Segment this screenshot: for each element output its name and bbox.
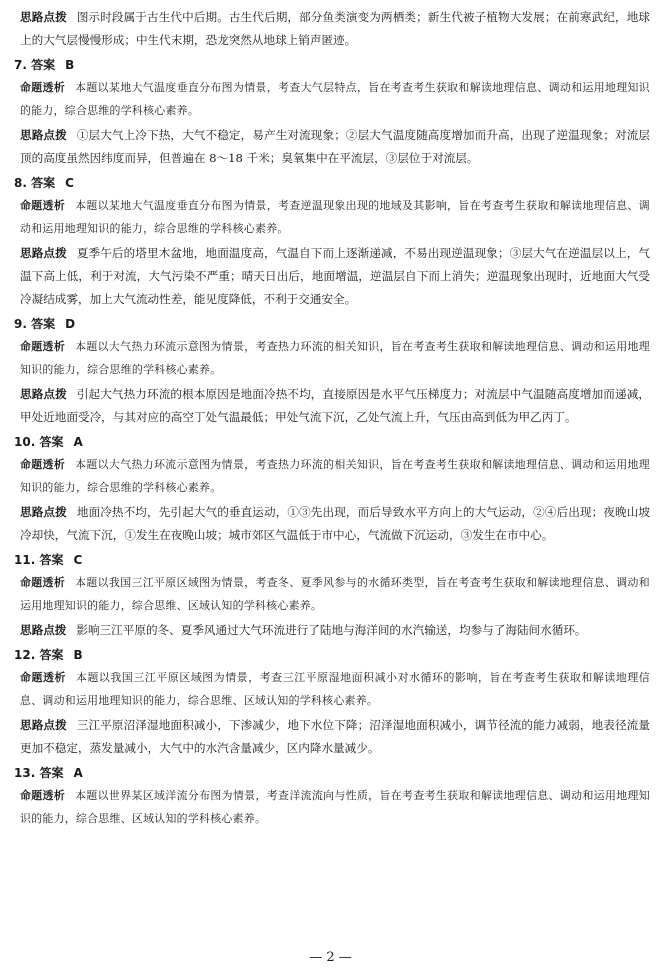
hint-text: 地面冷热不均，先引起大气的垂直运动，①③先出现，而后导致水平方向上的大气运动，②④后出现；夜晚山坡冷却快，气流下沉，①发生在夜晚山坡；城市郊区气温低于市中心，气流做下沉运动，③发生在市中心。 [20, 505, 650, 542]
hint-text: 影响三江平原的冬、夏季风通过大气环流进行了陆地与海洋间的水汽输送，均参与了海陆间水循环。 [76, 623, 587, 637]
analysis-label: 命题透析 [20, 671, 66, 684]
answer-line [14, 549, 650, 571]
solution-hint [14, 242, 650, 311]
answer-line [14, 313, 650, 335]
analysis-label: 命题透析 [20, 199, 66, 212]
question-analysis [14, 335, 650, 381]
answer-label: 答案 [31, 317, 56, 331]
answer-item-8 [14, 172, 650, 311]
solution-hint [14, 124, 650, 170]
answer-item-9 [14, 313, 650, 429]
solution-hint [14, 619, 650, 642]
answer-value: A [73, 766, 83, 780]
answer-line [14, 54, 650, 76]
answer-line [14, 644, 650, 666]
analysis-text: 本题以某地大气温度垂直分布图为情景，考查大气层特点，旨在考查考生获取和解读地理信息、调动和运用地理知识的能力，综合思维的学科核心素养。 [20, 81, 651, 117]
answer-line [14, 431, 650, 453]
answer-item-7 [14, 54, 650, 170]
hint-label: 思路点拨 [20, 387, 67, 401]
answer-item-12 [14, 644, 650, 760]
analysis-text: 本题以大气热力环流示意图为情景，考查热力环流的相关知识，旨在考查考生获取和解读地理信息、调动和运用地理知识的能力，综合思维的学科核心素养。 [20, 340, 651, 376]
answer-value: B [65, 58, 75, 72]
analysis-text: 本题以我国三江平原区域图为情景，考查冬、夏季风参与的水循环类型，旨在考查考生获取和解读地理信息、调动和运用地理知识的能力，综合思维、区域认知的学科核心素养。 [20, 576, 651, 612]
answer-value: C [73, 553, 83, 567]
item-number: 10. [14, 435, 36, 449]
answer-value: B [73, 648, 83, 662]
answer-label: 答案 [39, 766, 64, 780]
analysis-text: 本题以我国三江平原区域图为情景，考查三江平原湿地面积减小对水循环的影响，旨在考查考生获取和解读地理信息、调动和运用地理知识的能力，综合思维、区域认知的学科核心素养。 [20, 671, 650, 707]
answer-value: C [65, 176, 74, 190]
analysis-text: 本题以大气热力环流示意图为情景，考查热力环流的相关知识，旨在考查考生获取和解读地理信息、调动和运用地理知识的能力，综合思维的学科核心素养。 [20, 458, 651, 494]
hint-text: 三江平原沼泽湿地面积减小，下渗减少，地下水位下降；沼泽湿地面积减小，调节径流的能力减弱，地表径流量更加不稳定，蒸发量减小，大气中的水汽含量减少，区内降水量减少。 [20, 718, 650, 755]
hint-label: 思路点拨 [20, 718, 67, 732]
hint-text: 夏季午后的塔里木盆地，地面温度高，气温自下而上逐渐递减，不易出现逆温现象；③层大气在逆温层以上，气温下高上低，利于对流，大气污染不严重；晴天日出后，地面增温，逆温层自下而上消失；逆温现象出现时，近地面大气受冷凝结成雾，加上大气流动性差，能见度降低，不利于交通安全。 [20, 246, 650, 306]
item-number: 13. [14, 766, 36, 780]
analysis-label: 命题透析 [20, 458, 66, 471]
answer-item-10 [14, 431, 650, 547]
question-analysis [14, 194, 650, 240]
solution-hint [14, 501, 650, 547]
answer-item-11 [14, 549, 650, 642]
hint-text: ①层大气上冷下热，大气不稳定，易产生对流现象；②层大气温度随高度增加而升高，出现了逆温现象；对流层顶的高度虽然因纬度而异，但普遍在 8～18 千米；臭氧集中在平流层，③层位于对流层。 [20, 128, 650, 165]
item-number: 12. [14, 648, 36, 662]
analysis-text: 本题以世界某区域洋流分布图为情景，考查洋流流向与性质，旨在考查考生获取和解读地理信息、调动和运用地理知识的能力，综合思维、区域认知的学科核心素养。 [20, 789, 651, 825]
analysis-text: 图示时段属于古生代中后期。古生代后期，部分鱼类演变为两栖类；新生代被子植物大发展；在前寒武纪，地球上的大气层慢慢形成；中生代末期，恐龙突然从地球上销声匿迹。 [20, 10, 650, 47]
answer-value: D [65, 317, 76, 331]
hint-label: 思路点拨 [20, 505, 67, 519]
hint-text: 引起大气热力环流的根本原因是地面冷热不均，直接原因是水平气压梯度力；对流层中气温随高度增加而递减，甲处近地面受冷，与其对应的高空丁处气温最低；甲处气流下沉，乙处气流上升，气压由高到低为甲乙丙丁。 [20, 387, 650, 424]
item-number: 9. [14, 317, 27, 331]
question-analysis [14, 784, 650, 830]
hint-label: 思路点拨 [20, 623, 67, 637]
solution-hint [14, 714, 650, 760]
answer-line [14, 762, 650, 784]
hint-label: 思路点拨 [20, 128, 67, 142]
question-analysis [14, 453, 650, 499]
question-analysis [14, 571, 650, 617]
analysis-label: 思路点拨 [20, 10, 67, 24]
analysis-label: 命题透析 [20, 81, 66, 94]
analysis-label: 命题透析 [20, 789, 66, 802]
answer-label: 答案 [31, 176, 56, 190]
item-number: 8. [14, 176, 27, 190]
answer-label: 答案 [39, 648, 64, 662]
answer-label: 答案 [39, 553, 64, 567]
item-number: 11. [14, 553, 36, 567]
analysis-label: 命题透析 [20, 576, 66, 589]
question-analysis [14, 666, 650, 712]
answer-page [14, 6, 650, 832]
answer-label: 答案 [31, 58, 56, 72]
solution-hint [14, 383, 650, 429]
page-number: — 2 — [309, 950, 352, 965]
hint-label: 思路点拨 [20, 246, 67, 260]
top-analysis-paragraph [14, 6, 650, 52]
analysis-text: 本题以某地大气温度垂直分布图为情景，考查逆温现象出现的地域及其影响，旨在考查考生获取和解读地理信息、调动和运用地理知识的能力，综合思维的学科核心素养。 [20, 199, 651, 235]
question-analysis [14, 76, 650, 122]
answer-line [14, 172, 650, 194]
answer-value: A [73, 435, 83, 449]
answer-item-13 [14, 762, 650, 830]
answer-label: 答案 [39, 435, 64, 449]
analysis-label: 命题透析 [20, 340, 66, 353]
item-number: 7. [14, 58, 27, 72]
